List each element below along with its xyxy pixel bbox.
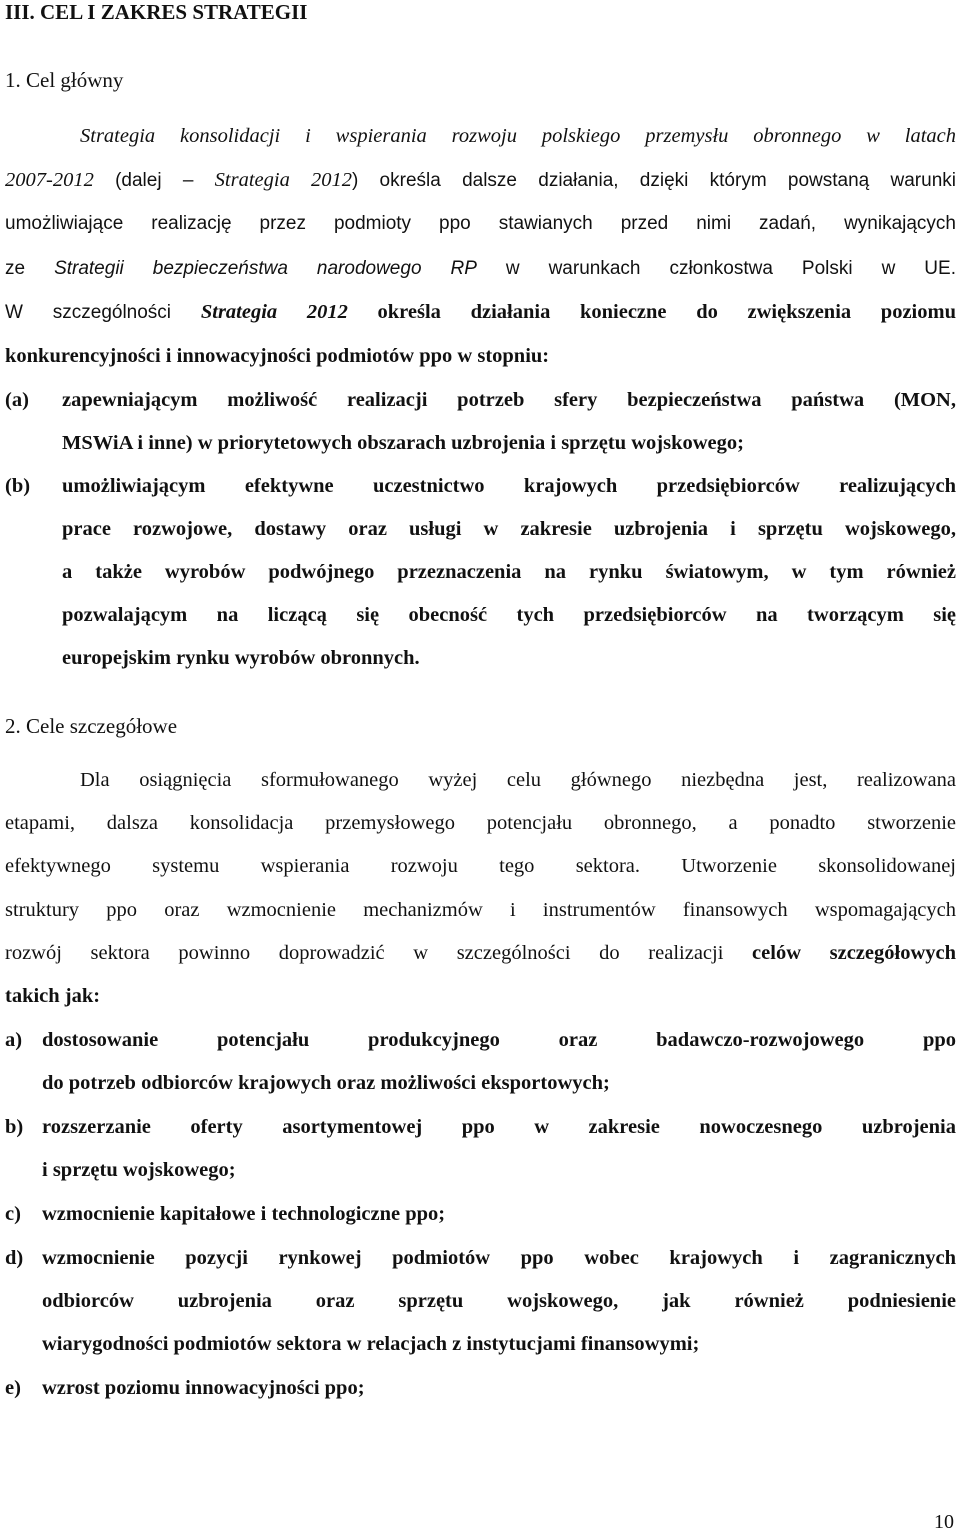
list-item-line: wzrost poziomu innowacyjności ppo; xyxy=(42,1377,365,1399)
list-label: d) xyxy=(5,1247,24,1269)
paragraph-line: Strategia konsolidacji i wspierania rozwoju polskiego przemysłu obronnego w latach xyxy=(80,125,956,147)
paragraph-line: efektywnego systemu wspierania rozwoju tego sektora. Utworzenie skonsolidowanej xyxy=(5,855,956,877)
paragraph-line: rozwój sektora powinno doprowadzić w szczególności do realizacji celów szczegółowych xyxy=(5,942,956,964)
paragraph-line: konkurencyjności i innowacyjności podmiotów ppo w stopniu: xyxy=(5,345,550,367)
paragraph-line: takich jak: xyxy=(5,985,101,1007)
heading-cel-glowny: 1. Cel główny xyxy=(5,68,124,92)
paragraph-line: 2007-2012 (dalej – Strategia 2012) określa dalsze działania, dzięki którym powstaną warunki xyxy=(5,169,956,191)
list-label: e) xyxy=(5,1377,21,1399)
paragraph-line: etapami, dalsza konsolidacja przemysłowego potencjału obronnego, a ponadto stworzenie xyxy=(5,812,956,834)
list-label: (b) xyxy=(5,475,31,497)
list-label: c) xyxy=(5,1203,21,1225)
list-item-line: zapewniającym możliwość realizacji potrzeb sfery bezpieczeństwa państwa (MON, xyxy=(62,389,956,411)
paragraph-line: ze Strategii bezpieczeństwa narodowego RP w warunkach członkostwa Polski w UE. xyxy=(5,258,956,279)
list-label: (a) xyxy=(5,389,29,411)
list-item-line: MSWiA i inne) w priorytetowych obszarach uzbrojenia i sprzętu wojskowego; xyxy=(62,432,744,454)
list-item-line: wiarygodności podmiotów sektora w relacjach z instytucjami finansowymi; xyxy=(42,1333,700,1355)
paragraph-line: Dla osiągnięcia sformułowanego wyżej celu głównego niezbędna jest, realizowana xyxy=(80,769,956,791)
list-item-line: rozszerzanie oferty asortymentowej ppo w zakresie nowoczesnego uzbrojenia xyxy=(42,1116,956,1138)
paragraph-line: umożliwiające realizację przez podmioty ppo stawianych przed nimi zadań, wynikających xyxy=(5,213,956,234)
section-title: III. CEL I ZAKRES STRATEGII xyxy=(5,0,308,24)
list-item-line: dostosowanie potencjału produkcyjnego oraz badawczo-rozwojowego ppo xyxy=(42,1029,956,1051)
heading-cele-szczegolowe: 2. Cele szczegółowe xyxy=(5,714,178,738)
list-item-line: wzmocnienie kapitałowe i technologiczne ppo; xyxy=(42,1203,446,1225)
list-item-line: odbiorców uzbrojenia oraz sprzętu wojskowego, jak również podniesienie xyxy=(42,1290,956,1312)
paragraph-line: struktury ppo oraz wzmocnienie mechanizmów i instrumentów finansowych wspomagających xyxy=(5,899,956,921)
list-item-line: wzmocnienie pozycji rynkowej podmiotów ppo wobec krajowych i zagranicznych xyxy=(42,1247,956,1269)
list-item-line: do potrzeb odbiorców krajowych oraz możliwości eksportowych; xyxy=(42,1072,610,1094)
page-number: 10 xyxy=(934,1511,954,1533)
list-item-line: europejskim rynku wyrobów obronnych. xyxy=(62,647,420,669)
list-item-line: a także wyrobów podwójnego przeznaczenia na rynku światowym, w tym również xyxy=(62,561,956,583)
list-label: b) xyxy=(5,1116,24,1138)
list-item-line: i sprzętu wojskowego; xyxy=(42,1159,236,1181)
list-item-line: prace rozwojowe, dostawy oraz usługi w zakresie uzbrojenia i sprzętu wojskowego, xyxy=(62,518,956,540)
paragraph-line: W szczególności Strategia 2012 określa działania konieczne do zwiększenia poziomu xyxy=(5,301,956,323)
list-label: a) xyxy=(5,1029,23,1051)
list-item-line: pozwalającym na liczącą się obecność tych przedsiębiorców na tworzącym się xyxy=(62,604,956,626)
list-item-line: umożliwiającym efektywne uczestnictwo krajowych przedsiębiorców realizujących xyxy=(62,475,956,497)
